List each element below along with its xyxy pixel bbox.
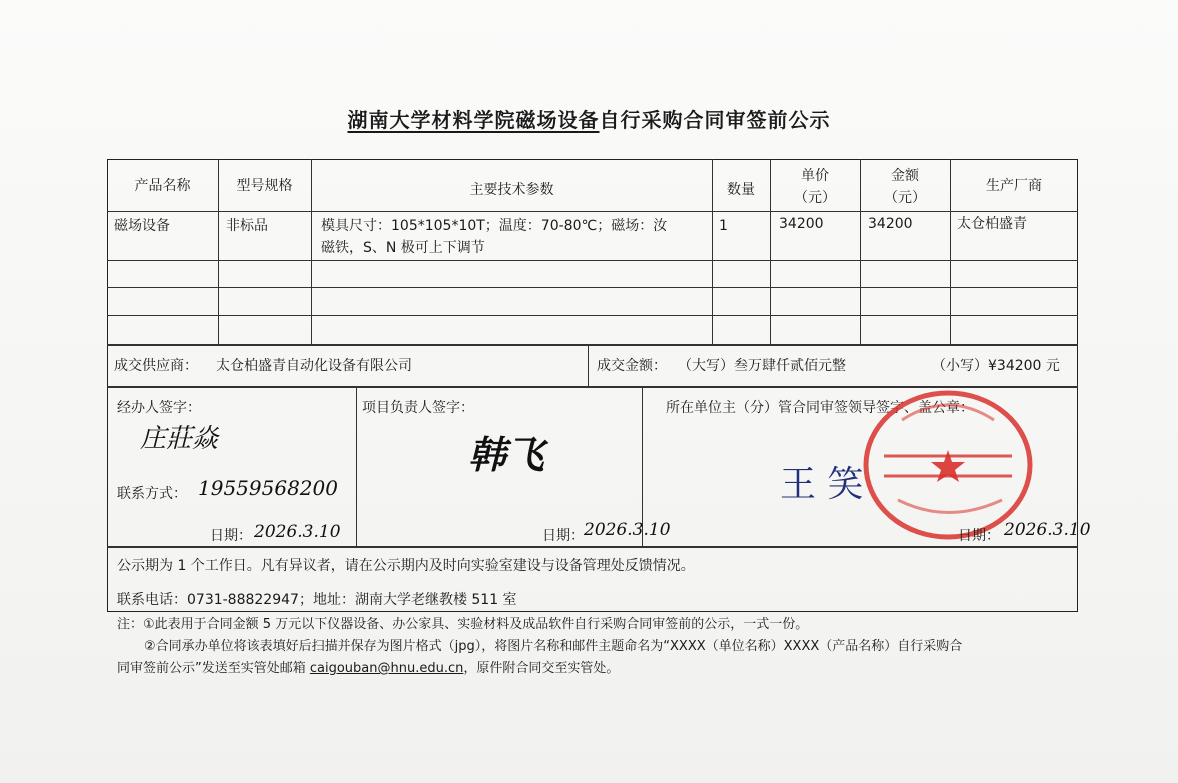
row1-unit-price: 34200 [779,216,824,232]
pm-signature: 韩飞 [468,432,545,477]
official-seal-icon [862,390,1034,540]
row-line [107,386,1078,388]
deal-upper: （大写）叁万肆仟贰佰元整 [678,358,846,374]
row-line [107,344,1078,346]
header-qty: 数量 [727,182,755,198]
row1-amount: 34200 [868,216,913,232]
handler-label: 经办人签字： [117,400,201,416]
unit-date-label: 日期： [958,528,1000,544]
header-maker: 生产厂商 [986,178,1042,194]
row-line [107,260,1078,261]
email-link[interactable]: caigouban@hnu.edu.cn [309,661,464,676]
note-line2: ②合同承办单位将该表填好后扫描并保存为图片格式（jpg），将图片名称和邮件主题命名为“XXXX（单位名称）XXXX（产品名称）自行采购合 [144,639,963,654]
unit-date: 2026.3.10 [1004,520,1091,540]
row-line [107,287,1078,288]
col-line [356,386,357,546]
pm-label: 项目负责人签字： [362,400,474,416]
row1-product: 磁场设备 [114,218,170,234]
document-title [0,104,1178,133]
col-line [860,159,861,344]
title-rest: 自行采购合同审签前公示 [599,108,831,132]
handler-signature: 庄莊焱 [140,424,219,454]
header-product: 产品名称 [134,178,191,194]
title-underlined: 湖南大学材料学院磁场设备 [347,108,600,132]
row1-maker: 太仓柏盛青 [957,216,1027,232]
note-line3-pre: 同审签前公示”发送至实管处邮箱 [117,661,310,676]
row-line [107,315,1078,316]
pm-date-label: 日期： [542,528,584,544]
row1-model: 非标品 [226,218,268,234]
col-line [588,344,589,386]
note-line1: 注：①此表用于合同金额 5 万元以下仪器设备、办公家具、实验材料及成品软件自行采购合同审签前的公示，一式一份。 [117,617,809,632]
header-model: 型号规格 [236,178,293,194]
unit-label: 所在单位主（分）管合同审签领导签字、盖公章： [666,400,974,416]
row-line [107,546,1078,548]
row1-params-line2: 磁铁，S、N 极可上下调节 [321,240,485,256]
contact-value: 19559568200 [198,476,338,500]
row1-qty: 1 [719,218,728,234]
header-amount: 金额 [891,168,919,184]
notice-line1: 公示期为 1 个工作日。凡有异议者，请在公示期内及时向实验室建设与设备管理处反馈情况。 [117,558,695,574]
header-amount-unit: （元） [884,190,926,206]
unit-signature: 王 笑 [780,464,864,505]
notice-line2: 联系电话：0731-88822947；地址：湖南大学老继教楼 511 室 [117,592,517,608]
footnotes [117,614,1077,680]
header-params: 主要技术参数 [469,182,554,198]
note-line3 [117,658,1077,680]
contact-label: 联系方式： [117,486,187,502]
handler-date: 2026.3.10 [254,522,341,542]
header-unit-price: 单价 [801,168,829,184]
deal-label: 成交金额： [597,358,667,374]
supplier-value: 太仓柏盛青自动化设备有限公司 [216,358,412,374]
header-unit-price-unit: （元） [794,190,836,206]
supplier-label: 成交供应商： [114,358,198,374]
deal-lower: （小写）¥34200 元 [932,358,1060,374]
pm-date: 2026.3.10 [584,520,671,540]
note-line3-post: ，原件附合同交至实管处。 [463,661,620,676]
col-line [770,159,771,344]
handler-date-label: 日期： [210,528,252,544]
row-line [107,211,1078,212]
row1-params-line1: 模具尺寸：105*105*10T；温度：70-80℃；磁场：汝 [321,218,668,234]
